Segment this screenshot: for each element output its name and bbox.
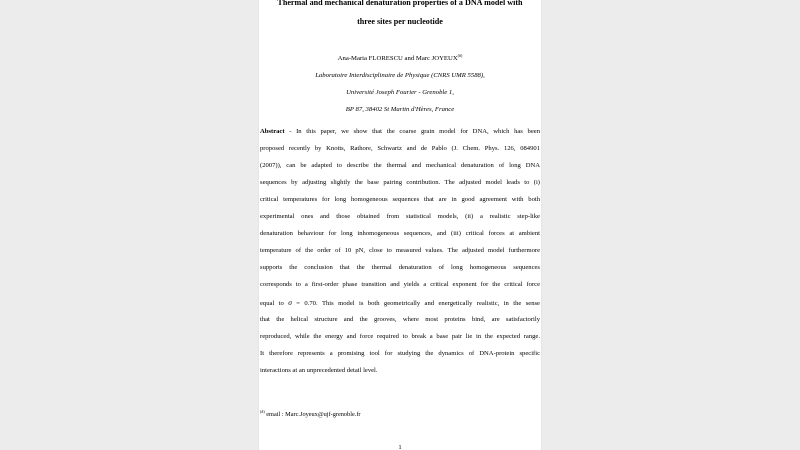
abstract-line: denaturation behaviour for long inhomogeneous sequences, and (iii) critical forces at ambient xyxy=(260,230,540,237)
abstract-line: interactions at an unprecedented detail level. xyxy=(260,367,378,374)
abstract-line: Abstract - In this paper, we show that the coarse grain model for DNA, which has been xyxy=(260,128,540,135)
abstract-label: Abstract xyxy=(260,128,285,135)
sigma-symbol: σ xyxy=(288,298,292,307)
abstract-line: sequences by adjusting slightly the base pairing contribution. The adjusted model leads to (i) xyxy=(260,179,540,186)
abstract-line: supports the conclusion that the thermal denaturation of long homogeneous sequences xyxy=(260,264,540,271)
authors xyxy=(259,54,541,63)
affiliation-line-2: Université Joseph Fourier - Grenoble 1, xyxy=(346,89,454,96)
page-number: 1 xyxy=(398,444,402,450)
abstract-line: proposed recently by Knotts, Rathore, Schwartz and de Pablo (J. Chem. Phys. 126, 084901 xyxy=(260,145,540,152)
abstract-line: temperature of the order of 10 pN, close to measured values. The adjusted model furthermore xyxy=(260,247,540,254)
abstract-line: reproduced, while the energy and force required to break a base pair lie in the expected range. xyxy=(260,333,540,340)
paper-page xyxy=(259,0,541,450)
footnote-email: email : Marc.Joyeux@ujf-grenoble.fr xyxy=(264,411,361,418)
footnote-mark: (#) xyxy=(260,409,265,414)
paper-title-line-1: Thermal and mechanical denaturation properties of a DNA model with xyxy=(277,0,523,7)
abstract-line: critical temperatures for long homogeneous sequences that are in good agreement with both xyxy=(260,196,540,203)
abstract-line: (2007)), can be adapted to describe the thermal and mechanical denaturation of long DNA xyxy=(260,162,540,169)
author-footnote-mark: (#) xyxy=(457,53,463,58)
abstract-line: It therefore represents a promising tool for studying the dynamics of DNA-protein specific xyxy=(260,350,540,357)
abstract-line-sigma: equal to σ = 0.70. This model is both geometrically and energetically realistic, in the sense xyxy=(260,298,540,307)
authors-names: Ana-Maria FLORESCU and Marc JOYEUX xyxy=(337,55,458,62)
abstract-line: corresponds to a first-order phase transition and yields a critical exponent for the critical force xyxy=(260,281,540,288)
sigma-value: = 0.70 xyxy=(291,300,316,307)
abstract-line: that the helical structure and the grooves, where most proteins bind, are satisfactorily xyxy=(260,316,540,323)
paper-title-line-2: three sites per nucleotide xyxy=(357,17,443,26)
footnote xyxy=(260,410,361,419)
affiliation-line-3: BP 87, 38402 St Martin d'Hères, France xyxy=(345,106,455,113)
affiliation-line-1: Laboratoire Interdisciplinaire de Physique (CNRS UMR 5588), xyxy=(315,72,485,79)
abstract-line: experimental ones and those obtained from statistical models, (ii) a realistic step-like xyxy=(260,213,540,220)
